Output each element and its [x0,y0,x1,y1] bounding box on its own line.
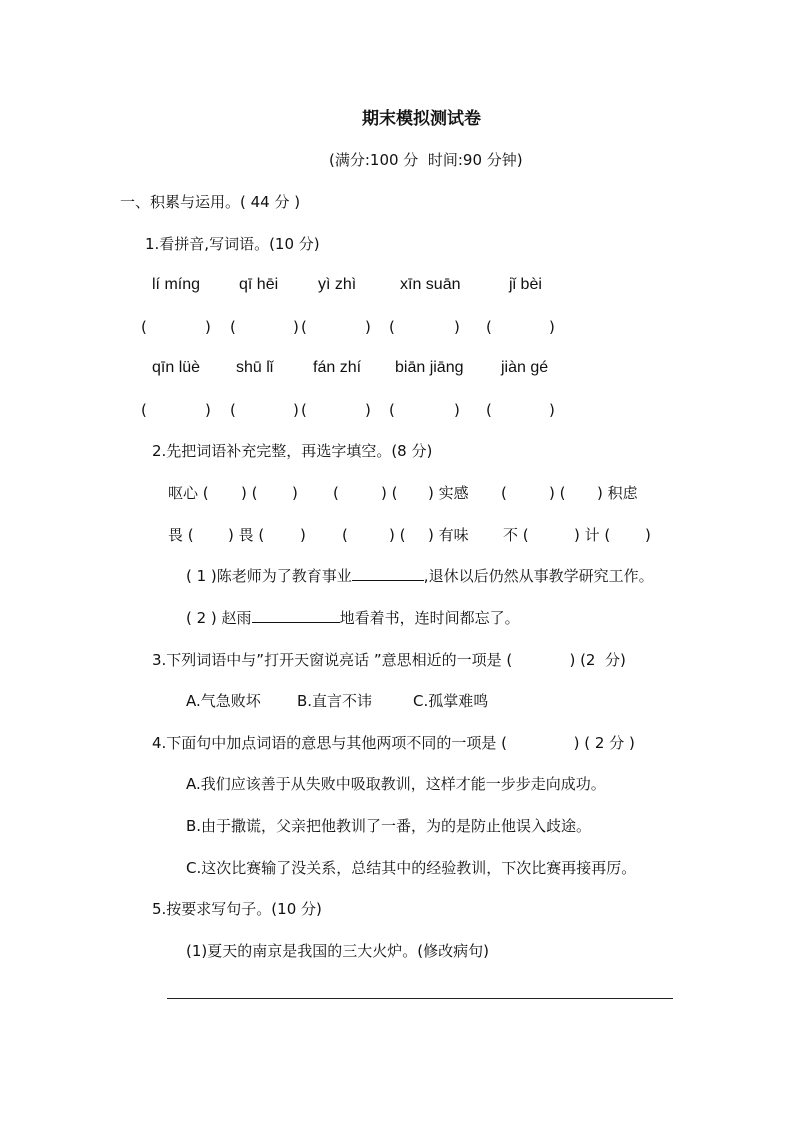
bracket-close: ) [205,318,211,336]
idiom-fragment: 不 ( [503,526,529,544]
bracket-close: ) [454,318,460,336]
pinyin-item: xīn suān [400,276,461,293]
section-heading: 一、积累与运用。( 44 分 ) [120,193,301,211]
idiom-fragment: ( [501,484,507,502]
bracket-close: ) [293,318,299,336]
bracket-close: ) [365,318,371,336]
idiom-fragment: 畏 ( [168,526,194,544]
bracket-close: ) [454,401,460,419]
question-5-heading: 5.按要求写句子。(10 分) [152,900,322,918]
option-b[interactable]: B.由于撒谎，父亲把他教训了一番，为的是防止他误入歧途。 [186,817,592,835]
bracket-open: ( [486,401,492,419]
fill-blank[interactable] [252,608,340,623]
bracket-open: ( [301,401,307,419]
question-4-heading: 4.下面句中加点词语的意思与其他两项不同的一项是 ( ) ( 2 分 ) [152,734,635,752]
idiom-fragment: ) ( [241,484,258,502]
sentence-text: 地看着书，连时间都忘了。 [339,609,520,627]
idiom-fragment: ) 畏 ( [228,526,265,544]
bracket-open: ( [301,318,307,336]
rewrite-sentence-1: (1)夏天的南京是我国的三大火炉。(修改病句) [186,942,489,960]
pinyin-item: lí míng [152,276,201,293]
pinyin-item: qīn lüè [152,359,201,376]
idiom-fragment: ( [333,484,339,502]
idiom-fragment: ) 实感 [428,484,469,502]
idiom-fragment: ) ( [549,484,566,502]
pinyin-item: jiàn gé [501,359,549,376]
idiom-fragment: ) 有味 [428,526,469,544]
pinyin-item: qī hēi [239,276,279,293]
bracket-open: ( [230,401,236,419]
bracket-open: ( [486,318,492,336]
pinyin-item: jǐ bèi [509,276,542,293]
bracket-open: ( [141,318,147,336]
idiom-fragment: ) [300,526,306,544]
idiom-fragment: ) 计 ( [574,526,611,544]
sentence-text: ( 2 ) 赵雨 [186,609,252,627]
pinyin-item: shū lǐ [236,359,274,376]
idiom-fragment: ) 积虑 [597,484,638,502]
sentence-text: ,退休以后仍然从事教学研究工作。 [423,567,654,585]
fill-blank[interactable] [352,566,424,581]
option-c[interactable]: C.这次比赛输了没关系，总结其中的经验教训，下次比赛再接再厉。 [186,859,637,877]
option-a[interactable]: A.气急败坏 [186,692,261,710]
answer-line[interactable] [167,998,673,999]
fill-sentence-2 [186,608,520,628]
exam-info: (满分:100 分 时间:90 分钟) [329,151,523,169]
idiom-fragment: ) ( [389,526,406,544]
bracket-close: ) [365,401,371,419]
pinyin-item: fán zhí [313,359,362,376]
option-c[interactable]: C.孤掌难鸣 [413,692,489,710]
sentence-text: ( 1 )陈老师为了教育事业 [186,567,352,585]
bracket-open: ( [230,318,236,336]
question-1-heading: 1.看拼音,写词语。(10 分) [145,235,320,253]
question-2-heading: 2.先把词语补充完整，再选字填空。(8 分) [152,442,433,460]
bracket-close: ) [205,401,211,419]
bracket-open: ( [389,318,395,336]
bracket-open: ( [141,401,147,419]
pinyin-item: yì zhì [318,276,357,293]
fill-sentence-1 [186,566,654,586]
bracket-close: ) [549,401,555,419]
idiom-fragment: 呕心 ( [168,484,209,502]
idiom-fragment: ) ( [381,484,398,502]
question-3-heading: 3.下列词语中与”打开天窗说亮话 ”意思相近的一项是 ( ) (2 分) [152,651,626,669]
idiom-fragment: ) [645,526,651,544]
page-title: 期末模拟测试卷 [362,109,481,129]
pinyin-item: biān jiāng [395,359,464,376]
option-a[interactable]: A.我们应该善于从失败中吸取教训，这样才能一步步走向成功。 [186,775,606,793]
idiom-fragment: ) [292,484,298,502]
bracket-close: ) [549,318,555,336]
idiom-fragment: ( [342,526,348,544]
bracket-open: ( [389,401,395,419]
option-b[interactable]: B.直言不讳 [297,692,373,710]
bracket-close: ) [293,401,299,419]
